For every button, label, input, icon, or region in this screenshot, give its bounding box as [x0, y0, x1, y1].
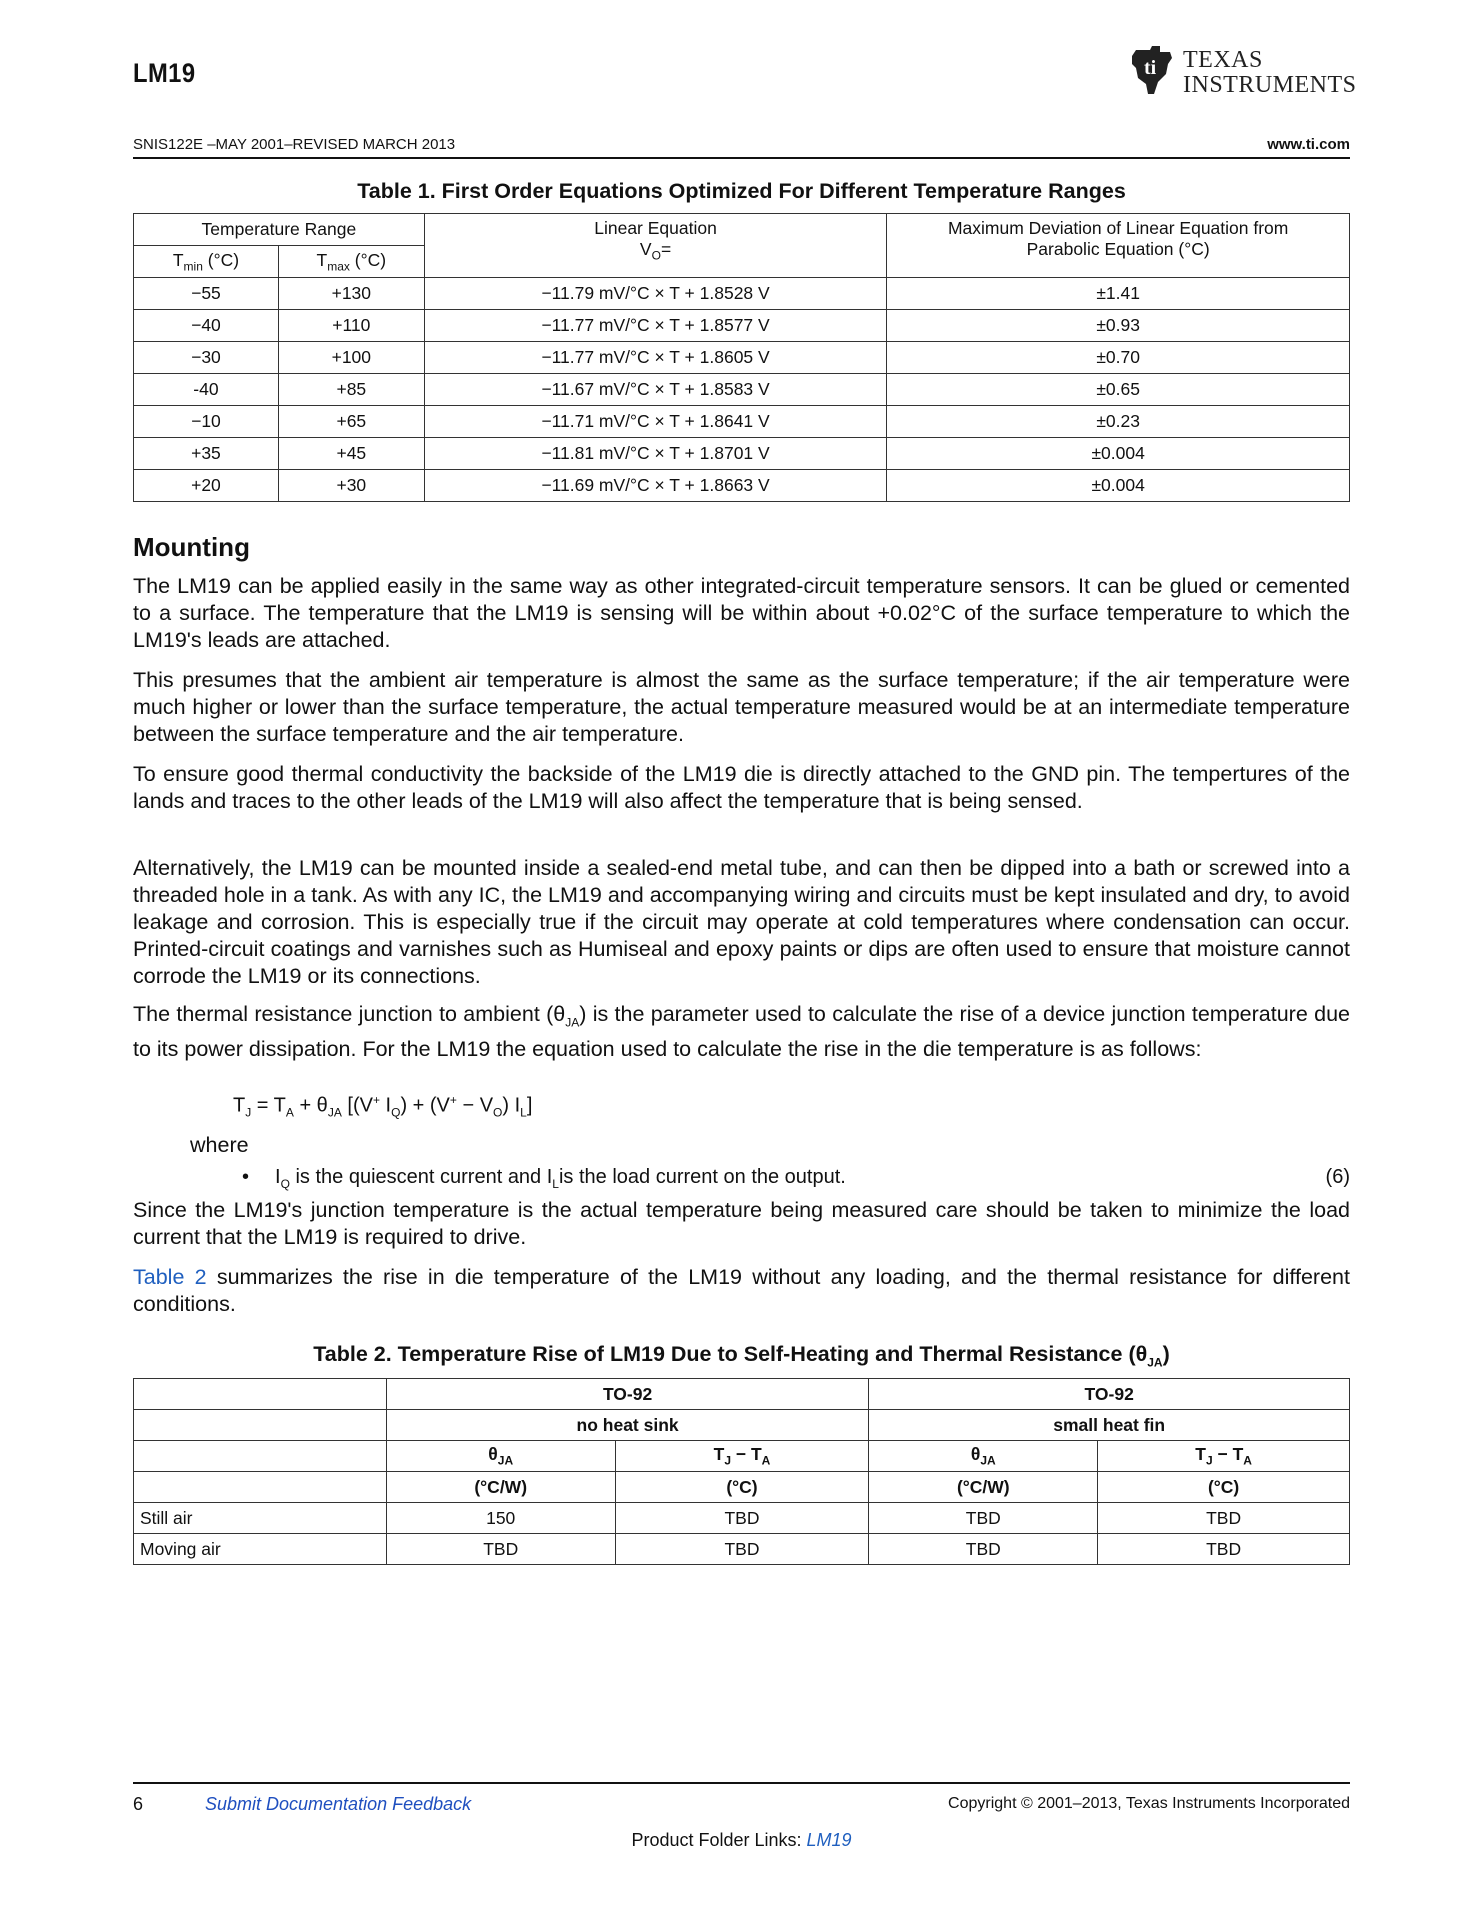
- table2-cond1: no heat sink: [386, 1410, 869, 1441]
- paragraph-7: Table 2 summarizes the rise in die temperature of the LM19 without any loading, and the thermal resistance for different conditions.: [133, 1265, 1350, 1316]
- where-label: where: [190, 1133, 249, 1157]
- table2-empty-cell: [134, 1472, 387, 1503]
- table2-tj1: $T_J - T_A$: [615, 1441, 869, 1472]
- table1-header-max-dev: Maximum Deviation of Linear Equation from Parabolic Equation (°C): [887, 214, 1350, 278]
- table2-empty-cell: [134, 1441, 387, 1472]
- logo-text: [1183, 48, 1357, 98]
- product-folder-links: Product Folder Links: LM19: [631, 1830, 852, 1850]
- table1-header-linear-eq: Linear Equation $V_O=$: [424, 214, 887, 278]
- table-row: −30 +100 −11.77 mV/°C × T + 1.8605 V ±0.70: [134, 342, 1350, 374]
- page-number: 6: [133, 1794, 144, 1814]
- table2-unit-cw: (°C/W): [869, 1472, 1098, 1503]
- equation-number: (6): [1325, 1166, 1350, 1188]
- paragraph-1: The LM19 can be applied easily in the same way as other integrated-circuit temperature sensors. It can be glued or cemented to a surface. The temperature that the LM19 is sensing will be within about +0.02°C of the surface temperature to which the LM19's leads are attached.: [133, 574, 1350, 652]
- table-row: +20 +30 −11.69 mV/°C × T + 1.8663 V ±0.004: [134, 470, 1350, 502]
- table1-header-temp-range: Temperature Range: [134, 214, 425, 246]
- paragraph-5: The thermal resistance junction to ambient $(\theta_{JA})$ is the parameter used to calculate the rise of a device junction temperature due to its power dissipation. For the LM19 the equation used to calculate the rise in the die temperature is as follows:: [133, 1002, 1350, 1062]
- table1-caption: Table 1. First Order Equations Optimized For Different Temperature Ranges: [357, 179, 1126, 203]
- paragraph-4: Alternatively, the LM19 can be mounted inside a sealed-end metal tube, and can then be dipped into a bath or screwed into a threaded hole in a tank. As with any IC, the LM19 and accompanying wiring and circuits must be kept insulated and dry, to avoid leakage and corrosion. This is especially true if the circuit may operate at cold temperatures where condensation can occur. Printed-circuit coatings and varnishes such as Humiseal and epoxy paints or dips are often used to ensure that moisture cannot corrode the LM19 or its connections.: [133, 856, 1350, 988]
- table-row: −10 +65 −11.71 mV/°C × T + 1.8641 V ±0.23: [134, 406, 1350, 438]
- header-rule: [133, 157, 1350, 159]
- table2-unit-cw: (°C/W): [386, 1472, 615, 1503]
- paragraph-3: To ensure good thermal conductivity the backside of the LM19 die is directly attached to the GND pin. The tempertures of the lands and traces to the other leads of the LM19 will also affect the temperature that is being sensed.: [133, 762, 1350, 813]
- section-heading-mounting: Mounting: [133, 532, 250, 562]
- table2-link[interactable]: Table 2: [133, 1265, 207, 1289]
- paragraph-2: This presumes that the ambient air temperature is almost the same as the surface temperature; if the air temperature were much higher or lower than the surface temperature, the actual temperature measured would be at an intermediate temperature between the surface temperature and the air temperature.: [133, 668, 1350, 746]
- website-link[interactable]: www.ti.com: [1267, 136, 1350, 153]
- logo-line1: TEXAS: [1183, 47, 1263, 73]
- page-title: LM19: [133, 58, 196, 88]
- table2-unit-c: (°C): [1098, 1472, 1350, 1503]
- copyright: Copyright © 2001–2013, Texas Instruments Incorporated: [948, 1795, 1350, 1812]
- table-row: −40 +110 −11.77 mV/°C × T + 1.8577 V ±0.93: [134, 310, 1350, 342]
- table2-pkg2: TO-92: [869, 1379, 1350, 1410]
- paragraph-6: Since the LM19's junction temperature is the actual temperature being measured care should be taken to minimize the load current that the LM19 is required to drive.: [133, 1198, 1350, 1249]
- table1-header-tmin: $T_{min}$ (°C): [134, 246, 279, 278]
- table-row: Still air 150 TBD TBD TBD: [134, 1503, 1350, 1534]
- table2-empty-cell: [134, 1379, 387, 1410]
- table1: [133, 213, 1350, 502]
- table-row: +35 +45 −11.81 mV/°C × T + 1.8701 V ±0.004: [134, 438, 1350, 470]
- svg-text:ti: ti: [1144, 57, 1157, 79]
- table2-tj2: $T_J - T_A$: [1098, 1441, 1350, 1472]
- table-row: Moving air TBD TBD TBD TBD: [134, 1534, 1350, 1565]
- table2-cond2: small heat fin: [869, 1410, 1350, 1441]
- table2-unit-c: (°C): [615, 1472, 869, 1503]
- bullet-item: • $I_Q$ is the quiescent current and $I_Lis$ the load current on the output.: [242, 1166, 846, 1191]
- table2-empty-cell: [134, 1410, 387, 1441]
- table2-theta1: $\theta_{JA}$: [386, 1441, 615, 1472]
- lm19-link[interactable]: LM19: [806, 1830, 852, 1850]
- table2-theta2: $\theta_{JA}$: [869, 1441, 1098, 1472]
- doc-id: SNIS122E –MAY 2001–REVISED MARCH 2013: [133, 136, 456, 153]
- table-row: -40 +85 −11.67 mV/°C × T + 1.8583 V ±0.65: [134, 374, 1350, 406]
- footer-rule: [133, 1782, 1350, 1784]
- table1-header-tmax: $T_{max}$ (°C): [278, 246, 424, 278]
- equation-junction-temp: $T_J = T_A + \theta_{JA}$ [(V+ $I_Q) + (V^+ - V_O)$ $I_L$]: [233, 1093, 533, 1120]
- ti-logo-icon: [1128, 44, 1178, 98]
- bullet-dot: •: [242, 1166, 250, 1188]
- table2: [133, 1378, 1350, 1565]
- table-row: −55 +130 −11.79 mV/°C × T + 1.8528 V ±1.41: [134, 278, 1350, 310]
- logo-line2: INSTRUMENTS: [1183, 72, 1357, 98]
- feedback-link[interactable]: Submit Documentation Feedback: [205, 1794, 472, 1814]
- table2-pkg1: TO-92: [386, 1379, 869, 1410]
- table2-caption: Table 2. Temperature Rise of LM19 Due to Self-Heating and Thermal Resistance $(\theta_{JA})$: [313, 1342, 1170, 1370]
- ti-logo[interactable]: [1128, 44, 1358, 104]
